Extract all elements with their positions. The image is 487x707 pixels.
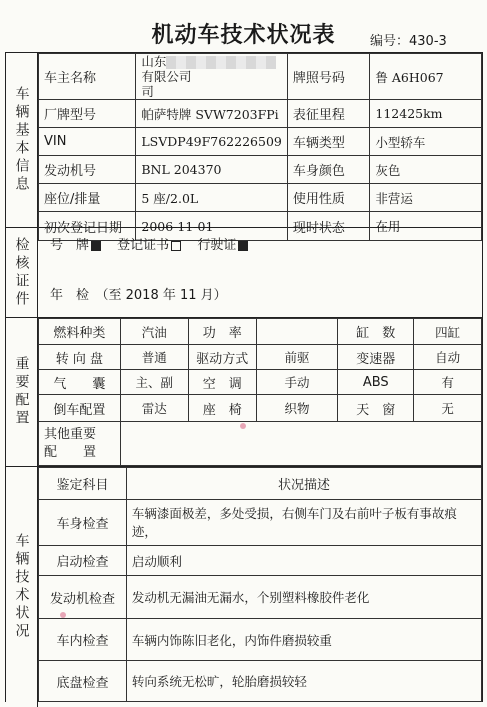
engine-check-value: 发动机无漏油无漏水，个别塑料橡胶件老化 xyxy=(126,576,481,619)
drive-mode-value: 前驱 xyxy=(256,345,338,370)
table-row xyxy=(39,576,482,619)
owner-name-suffix: 有限公司 xyxy=(141,69,192,84)
drive-mode-label: 驱动方式 xyxy=(188,345,256,370)
transmission-value: 自动 xyxy=(414,345,482,370)
first-registration-value: 2006-11-01 xyxy=(136,212,287,241)
seats-displacement-label: 座位/排量 xyxy=(39,184,136,212)
body-color-label: 车身颜色 xyxy=(287,156,370,184)
mileage-label: 表征里程 xyxy=(287,100,370,128)
plate-checkbox[interactable] xyxy=(91,241,101,251)
table-row xyxy=(39,100,482,128)
table-row xyxy=(39,128,482,156)
first-registration-label: 初次登记日期 xyxy=(39,212,136,241)
reverse-config-label: 倒车配置 xyxy=(39,395,121,422)
owner-name-prefix: 山东 xyxy=(141,54,167,69)
reverse-config-value: 雷达 xyxy=(120,395,188,422)
engine-number-label: 发动机号 xyxy=(39,156,136,184)
registration-cert-checkbox[interactable] xyxy=(171,241,181,251)
engine-number-value: BNL 204370 xyxy=(136,156,287,184)
table-row xyxy=(39,54,482,100)
mileage-value: 112425km xyxy=(370,100,482,128)
technical-condition-table xyxy=(38,467,482,702)
technical-condition-label: 车辆技术状况 xyxy=(6,467,38,707)
interior-check-value: 车辆内饰陈旧老化，内饰件磨损较重 xyxy=(126,619,481,661)
engine-check-label: 发动机检查 xyxy=(39,576,127,619)
current-status-label: 现时状态 xyxy=(287,212,370,241)
driving-license-checkbox[interactable] xyxy=(238,241,248,251)
certificate-label: 检核证件 xyxy=(6,228,38,317)
vin-label: VIN xyxy=(39,128,136,156)
table-row xyxy=(39,370,482,395)
technical-condition-section xyxy=(6,467,482,707)
transmission-label: 变速器 xyxy=(338,345,414,370)
table-row xyxy=(39,184,482,212)
document-number: 编号：430-3 xyxy=(370,34,447,49)
inspection-item-header: 鉴定科目 xyxy=(39,468,127,500)
basic-info-section xyxy=(6,53,482,236)
plate-item-label: 号 牌 xyxy=(50,238,90,253)
plate-number-value: 鲁 A6H067 xyxy=(370,54,482,100)
table-row xyxy=(39,395,482,422)
table-row xyxy=(39,661,482,702)
air-conditioning-value: 手动 xyxy=(256,370,338,395)
table-row xyxy=(39,345,482,370)
sunroof-label: 天 窗 xyxy=(338,395,414,422)
steering-label: 转 向 盘 xyxy=(39,345,121,370)
annual-inspection: 年 检 （至 2018 年 11 月） xyxy=(50,288,227,303)
abs-value: 有 xyxy=(414,370,482,395)
configuration-table xyxy=(38,318,482,466)
basic-info-table xyxy=(38,53,482,241)
seats-label: 座 椅 xyxy=(188,395,256,422)
sunroof-value: 无 xyxy=(414,395,482,422)
other-config-value xyxy=(120,422,481,466)
vehicle-type-label: 车辆类型 xyxy=(287,128,370,156)
brand-model-value: 帕萨特牌 SVW7203FPi xyxy=(136,100,287,128)
ink-stain-mark xyxy=(240,423,246,429)
table-row xyxy=(39,319,482,345)
redacted-name-blur xyxy=(166,56,276,69)
chassis-check-label: 底盘检查 xyxy=(39,661,127,702)
airbag-value: 主、副 xyxy=(120,370,188,395)
cylinders-value: 四缸 xyxy=(414,319,482,345)
table-row xyxy=(39,500,482,546)
air-conditioning-label: 空 调 xyxy=(188,370,256,395)
start-check-label: 启动检查 xyxy=(39,546,127,576)
basic-info-label: 车辆基本信息 xyxy=(6,53,38,227)
configuration-section xyxy=(6,318,482,467)
seats-value: 织物 xyxy=(256,395,338,422)
fuel-type-label: 燃料种类 xyxy=(39,319,121,345)
ink-stain-mark xyxy=(60,612,66,618)
chassis-check-value: 转向系统无松旷，轮胎磨损较轻 xyxy=(126,661,481,702)
body-color-value: 灰色 xyxy=(370,156,482,184)
power-value xyxy=(256,319,338,345)
cylinders-label: 缸 数 xyxy=(338,319,414,345)
condition-description-header: 状况描述 xyxy=(126,468,481,500)
owner-name-line2: 司 xyxy=(141,84,154,99)
start-check-value: 启动顺利 xyxy=(126,546,481,576)
registration-cert-label: 登记证书 xyxy=(117,238,170,253)
configuration-label: 重要配置 xyxy=(6,318,38,466)
certificate-checklist xyxy=(50,234,252,253)
table-row xyxy=(39,619,482,661)
fuel-type-value: 汽油 xyxy=(120,319,188,345)
plate-number-label: 牌照号码 xyxy=(287,54,370,100)
usage-nature-value: 非营运 xyxy=(370,184,482,212)
usage-nature-label: 使用性质 xyxy=(287,184,370,212)
abs-label: ABS xyxy=(338,370,414,395)
driving-license-label: 行驶证 xyxy=(197,238,237,253)
owner-name-label: 车主名称 xyxy=(39,54,136,100)
vin-value: LSVDP49F762226509 xyxy=(136,128,287,156)
brand-model-label: 厂牌型号 xyxy=(39,100,136,128)
table-row xyxy=(39,468,482,500)
power-label: 功 率 xyxy=(188,319,256,345)
airbag-label: 气 囊 xyxy=(39,370,121,395)
vehicle-type-value: 小型轿车 xyxy=(370,128,482,156)
table-row xyxy=(39,422,482,466)
seats-displacement-value: 5 座/2.0L xyxy=(136,184,287,212)
table-row xyxy=(39,156,482,184)
steering-value: 普通 xyxy=(120,345,188,370)
body-check-value: 车辆漆面极差，多处受损，右侧车门及右前叶子板有事故痕迹， xyxy=(126,500,481,546)
body-check-label: 车身检查 xyxy=(39,500,127,546)
other-config-label: 其他重要 配 置 xyxy=(39,422,121,466)
owner-name-value xyxy=(136,54,287,100)
interior-check-label: 车内检查 xyxy=(39,619,127,661)
document-title: 机动车技术状况表 xyxy=(151,23,336,48)
table-row xyxy=(39,546,482,576)
vehicle-condition-form xyxy=(5,52,483,702)
current-status-value: 在用 xyxy=(370,212,482,241)
certificate-section xyxy=(6,228,482,318)
